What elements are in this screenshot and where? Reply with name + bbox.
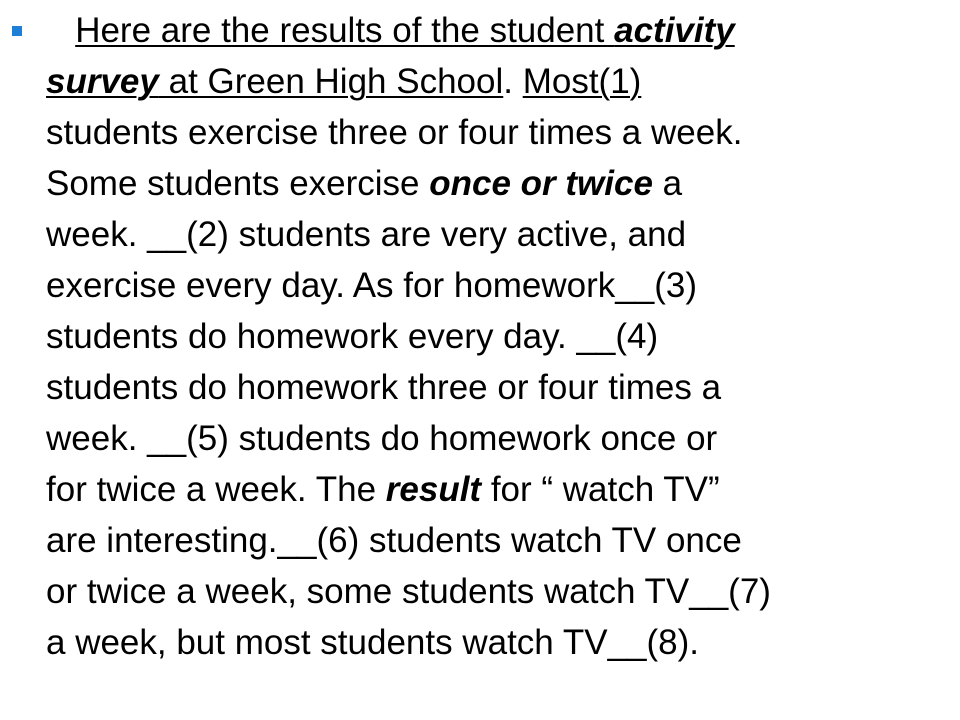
- text-run: students do homework three or four times a: [46, 368, 722, 407]
- emphasized-text: survey: [46, 62, 159, 101]
- emphasized-text: activity: [614, 11, 735, 50]
- text-run: a week, but most students watch TV__(8).: [46, 623, 700, 662]
- paragraph-line: [46, 209, 946, 260]
- paragraph-line: [46, 107, 946, 158]
- text-run: Most(1): [522, 62, 642, 101]
- text-run: week. __(2) students are very active, and: [46, 215, 687, 254]
- text-run: students exercise three or four times a week.: [46, 113, 743, 152]
- paragraph-line: [46, 5, 946, 56]
- paragraph-line: [46, 362, 946, 413]
- text-run: .: [503, 62, 523, 101]
- text-run: exercise every day. As for homework__(3): [46, 266, 698, 305]
- text-run: week. __(5) students do homework once or: [46, 419, 718, 458]
- emphasized-text: once or twice: [429, 164, 653, 203]
- paragraph-line: [46, 617, 946, 668]
- paragraph-line: [46, 311, 946, 362]
- paragraph-line: [46, 515, 946, 566]
- survey-results-paragraph: [46, 5, 946, 668]
- paragraph-line: [46, 566, 946, 617]
- text-run: are interesting.__(6) students watch TV once: [46, 521, 742, 560]
- text-run: students do homework every day. __(4): [46, 317, 659, 356]
- emphasized-text: result: [385, 470, 482, 509]
- paragraph-line: [46, 56, 946, 107]
- paragraph-line: [46, 464, 946, 515]
- paragraph-line: [46, 158, 946, 209]
- paragraph-line: [46, 413, 946, 464]
- paragraph-line: [46, 260, 946, 311]
- text-run: at Green High School: [158, 62, 504, 101]
- text-run: for “ watch TV”: [481, 470, 720, 509]
- text-run: a: [652, 164, 683, 203]
- square-bullet-icon: [12, 26, 22, 36]
- text-run: Here are the results of the student: [75, 11, 615, 50]
- text-run: for twice a week. The: [46, 470, 386, 509]
- text-run: Some students exercise: [46, 164, 430, 203]
- text-run: [46, 11, 75, 50]
- text-run: or twice a week, some students watch TV__(7): [46, 572, 771, 611]
